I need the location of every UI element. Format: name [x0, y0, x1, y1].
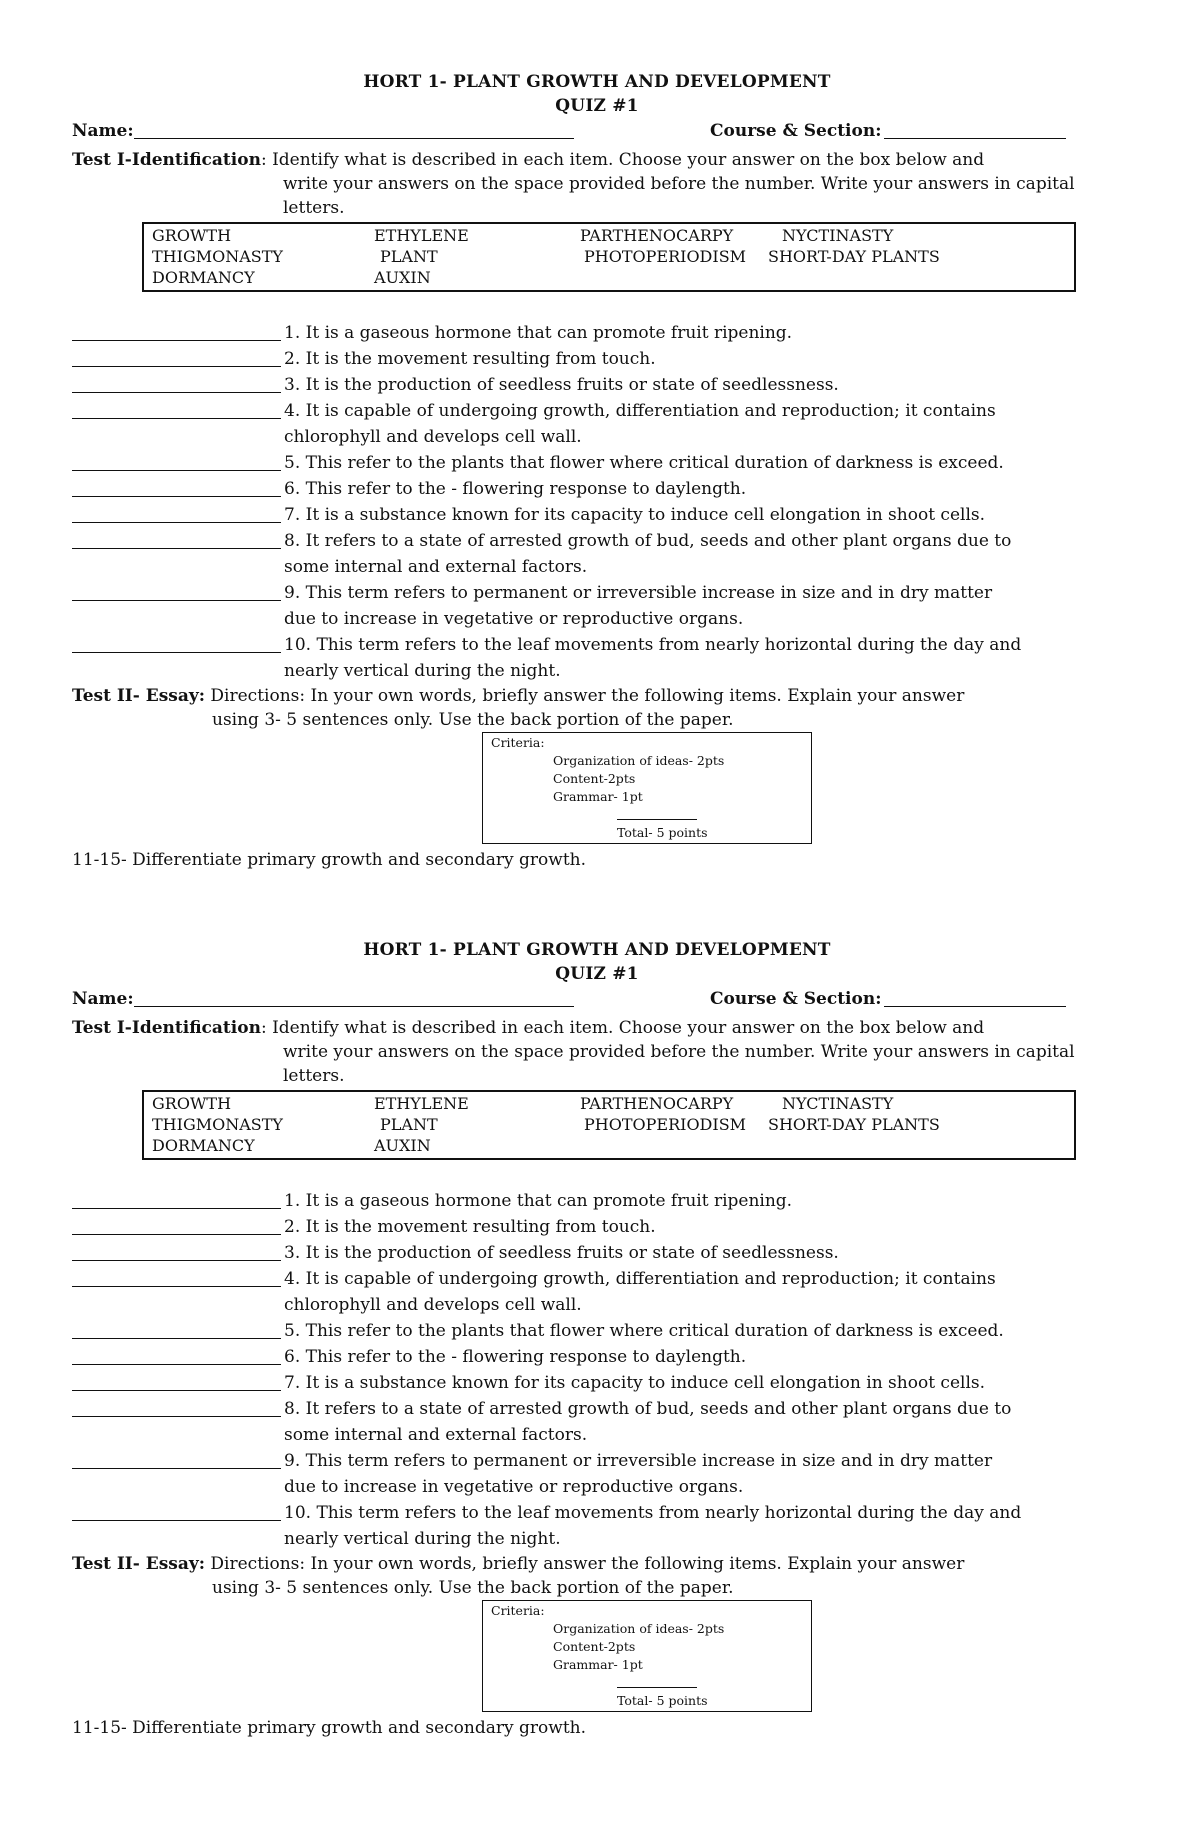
test2-instructions — [72, 684, 1122, 732]
criteria-divider — [617, 819, 697, 820]
essay-question: 11-15- Differentiate primary growth and secondary growth. — [72, 850, 587, 870]
test1-instruction-line1: : Identify what is described in each item. Choose your answer on the box below and — [260, 1018, 985, 1038]
choice-dormancy: DORMANCY — [152, 1136, 255, 1155]
answer-blank[interactable] — [72, 1520, 281, 1521]
quiz-subtitle: QUIZ #1 — [555, 964, 639, 984]
test2-instruction-line1: Directions: In your own words, briefly answer the following items. Explain your answer — [205, 686, 965, 706]
criteria-title: Criteria: — [491, 1603, 545, 1618]
item-1: 1. It is a gaseous hormone that can promote fruit ripening. — [72, 320, 1122, 346]
choices-box — [142, 222, 1076, 292]
choice-plant: PLANT — [380, 247, 438, 266]
test2-instruction-line1: Directions: In your own words, briefly answer the following items. Explain your answer — [205, 1554, 965, 1574]
test1-instructions — [72, 148, 1122, 220]
answer-blank[interactable] — [72, 496, 281, 497]
item-4: 4. It is capable of undergoing growth, differentiation and reproduction; it contains chlorophyll and develops cell wall. — [72, 398, 1122, 450]
choices-box — [142, 1090, 1076, 1160]
choice-photoperiodism: PHOTOPERIODISM — [584, 1115, 747, 1134]
choice-nyctinasty: NYCTINASTY — [782, 1094, 894, 1113]
criteria-divider — [617, 1687, 697, 1688]
criteria-total: Total- 5 points — [617, 825, 708, 840]
item-10: 10. This term refers to the leaf movements from nearly horizontal during the day and nearly vertical during the night. — [72, 1500, 1122, 1552]
criteria-title: Criteria: — [491, 735, 545, 750]
item-3: 3. It is the production of seedless fruits or state of seedlessness. — [72, 372, 1122, 398]
criteria-grammar: Grammar- 1pt — [553, 1657, 643, 1672]
identification-items — [72, 1188, 1122, 1552]
criteria-organization: Organization of ideas- 2pts — [553, 1621, 725, 1636]
test1-instruction-line2: write your answers on the space provided before the number. Write your answers in capital — [283, 174, 1075, 194]
test1-instruction-line1: : Identify what is described in each item. Choose your answer on the box below and — [260, 150, 985, 170]
choice-growth: GROWTH — [152, 226, 232, 245]
answer-blank[interactable] — [72, 1234, 281, 1235]
choice-nyctinasty: NYCTINASTY — [782, 226, 894, 245]
answer-blank[interactable] — [72, 340, 281, 341]
quiz-title: HORT 1- PLANT GROWTH AND DEVELOPMENT — [363, 72, 831, 92]
quiz-title: HORT 1- PLANT GROWTH AND DEVELOPMENT — [363, 940, 831, 960]
name-label: Name: — [72, 989, 134, 1009]
choice-dormancy: DORMANCY — [152, 268, 255, 287]
criteria-content: Content-2pts — [553, 771, 636, 786]
choice-plant: PLANT — [380, 1115, 438, 1134]
answer-blank[interactable] — [72, 470, 281, 471]
item-6: 6. This refer to the - flowering response to daylength. — [72, 476, 1122, 502]
item-2: 2. It is the movement resulting from touch. — [72, 1214, 1122, 1240]
answer-blank[interactable] — [72, 1364, 281, 1365]
answer-blank[interactable] — [72, 418, 281, 419]
course-section-label: Course & Section: — [710, 989, 882, 1009]
name-blank[interactable] — [134, 138, 574, 139]
criteria-box — [482, 732, 812, 844]
choice-ethylene: ETHYLENE — [374, 1094, 469, 1113]
criteria-total: Total- 5 points — [617, 1693, 708, 1708]
choice-thigmonasty: THIGMONASTY — [152, 247, 283, 266]
answer-blank[interactable] — [72, 1260, 281, 1261]
criteria-box — [482, 1600, 812, 1712]
item-8: 8. It refers to a state of arrested growth of bud, seeds and other plant organs due to some internal and external factors. — [72, 1396, 1122, 1448]
answer-blank[interactable] — [72, 652, 281, 653]
test1-instructions — [72, 1016, 1122, 1088]
course-section-label: Course & Section: — [710, 121, 882, 141]
essay-question: 11-15- Differentiate primary growth and secondary growth. — [72, 1718, 587, 1738]
quiz-copy-bottom — [72, 938, 1122, 1740]
quiz-copy-top — [72, 70, 1122, 872]
item-5: 5. This refer to the plants that flower where critical duration of darkness is exceed. — [72, 1318, 1122, 1344]
answer-blank[interactable] — [72, 1468, 281, 1469]
name-label: Name: — [72, 121, 134, 141]
answer-blank[interactable] — [72, 1286, 281, 1287]
item-4: 4. It is capable of undergoing growth, differentiation and reproduction; it contains chlorophyll and develops cell wall. — [72, 1266, 1122, 1318]
answer-blank[interactable] — [72, 1208, 281, 1209]
course-section-blank[interactable] — [884, 1006, 1066, 1007]
choice-parthenocarpy: PARTHENOCARPY — [580, 1094, 734, 1113]
answer-blank[interactable] — [72, 366, 281, 367]
test1-instruction-line3: letters. — [283, 1066, 345, 1086]
item-9: 9. This term refers to permanent or irreversible increase in size and in dry matter due to increase in vegetative or reproductive organs. — [72, 1448, 1122, 1500]
quiz-subtitle: QUIZ #1 — [555, 96, 639, 116]
item-3: 3. It is the production of seedless fruits or state of seedlessness. — [72, 1240, 1122, 1266]
choice-parthenocarpy: PARTHENOCARPY — [580, 226, 734, 245]
identification-items — [72, 320, 1122, 684]
choice-short-day-plants: SHORT-DAY PLANTS — [768, 1115, 940, 1134]
course-section-blank[interactable] — [884, 138, 1066, 139]
answer-blank[interactable] — [72, 1338, 281, 1339]
name-course-row — [72, 118, 1122, 144]
answer-blank[interactable] — [72, 1416, 281, 1417]
item-6: 6. This refer to the - flowering response to daylength. — [72, 1344, 1122, 1370]
answer-blank[interactable] — [72, 600, 281, 601]
item-8: 8. It refers to a state of arrested growth of bud, seeds and other plant organs due to some internal and external factors. — [72, 528, 1122, 580]
item-9: 9. This term refers to permanent or irreversible increase in size and in dry matter due to increase in vegetative or reproductive organs. — [72, 580, 1122, 632]
name-course-row — [72, 986, 1122, 1012]
answer-blank[interactable] — [72, 522, 281, 523]
test2-label: Test II- Essay: — [72, 686, 206, 706]
item-1: 1. It is a gaseous hormone that can promote fruit ripening. — [72, 1188, 1122, 1214]
test1-label: Test I-Identification — [72, 1018, 261, 1038]
answer-blank[interactable] — [72, 548, 281, 549]
choice-growth: GROWTH — [152, 1094, 232, 1113]
item-10: 10. This term refers to the leaf movements from nearly horizontal during the day and nearly vertical during the night. — [72, 632, 1122, 684]
criteria-grammar: Grammar- 1pt — [553, 789, 643, 804]
item-2: 2. It is the movement resulting from touch. — [72, 346, 1122, 372]
test2-instruction-line2: using 3- 5 sentences only. Use the back portion of the paper. — [212, 1578, 734, 1598]
item-7: 7. It is a substance known for its capacity to induce cell elongation in shoot cells. — [72, 1370, 1122, 1396]
criteria-content: Content-2pts — [553, 1639, 636, 1654]
answer-blank[interactable] — [72, 392, 281, 393]
test2-instructions — [72, 1552, 1122, 1600]
test1-instruction-line2: write your answers on the space provided before the number. Write your answers in capital — [283, 1042, 1075, 1062]
choice-ethylene: ETHYLENE — [374, 226, 469, 245]
item-5: 5. This refer to the plants that flower where critical duration of darkness is exceed. — [72, 450, 1122, 476]
choice-thigmonasty: THIGMONASTY — [152, 1115, 283, 1134]
test2-label: Test II- Essay: — [72, 1554, 206, 1574]
test1-instruction-line3: letters. — [283, 198, 345, 218]
answer-blank[interactable] — [72, 1390, 281, 1391]
name-blank[interactable] — [134, 1006, 574, 1007]
choice-short-day-plants: SHORT-DAY PLANTS — [768, 247, 940, 266]
choice-auxin: AUXIN — [374, 268, 431, 287]
criteria-organization: Organization of ideas- 2pts — [553, 753, 725, 768]
test1-label: Test I-Identification — [72, 150, 261, 170]
test2-instruction-line2: using 3- 5 sentences only. Use the back portion of the paper. — [212, 710, 734, 730]
choice-photoperiodism: PHOTOPERIODISM — [584, 247, 747, 266]
choice-auxin: AUXIN — [374, 1136, 431, 1155]
item-7: 7. It is a substance known for its capacity to induce cell elongation in shoot cells. — [72, 502, 1122, 528]
